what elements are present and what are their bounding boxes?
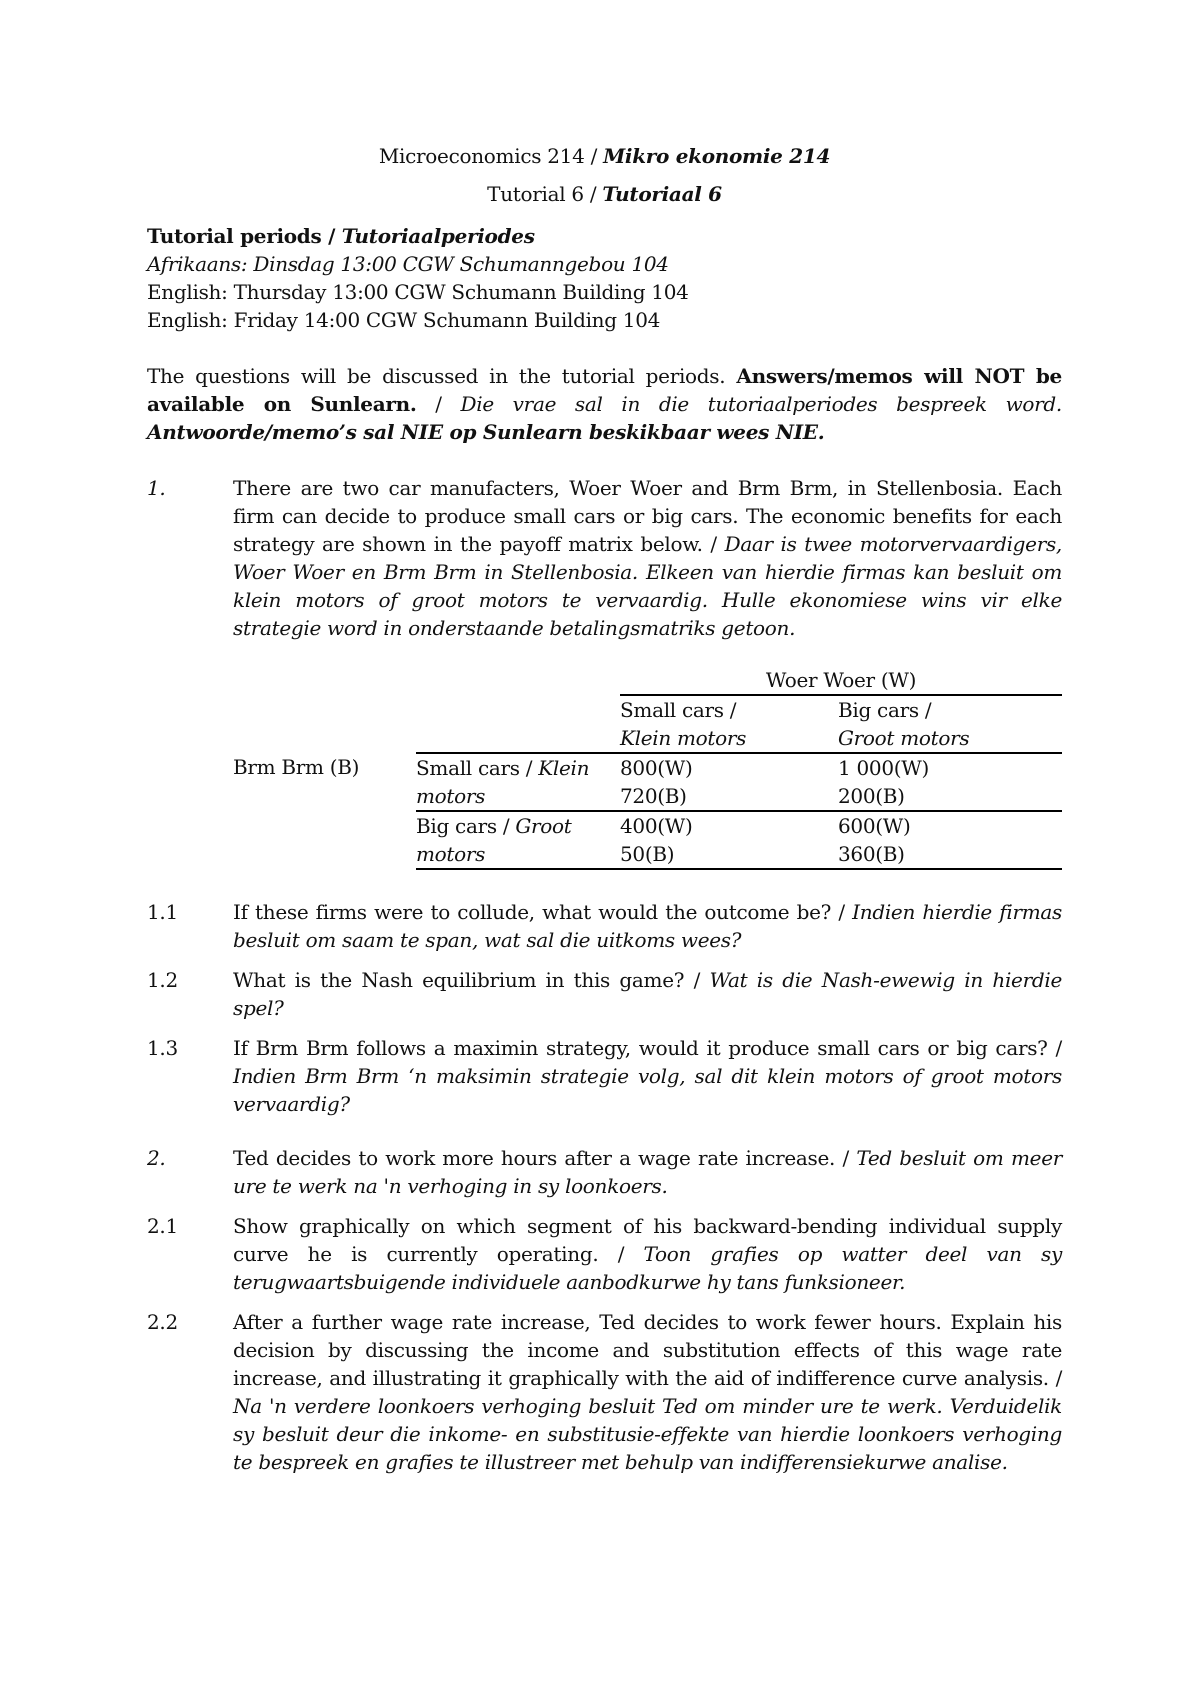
question-2 bbox=[147, 1144, 1062, 1200]
course-title bbox=[147, 142, 1062, 170]
strategy-label-af: motors bbox=[416, 784, 486, 808]
strategy-label-en: Small cars / bbox=[620, 698, 737, 722]
question-1-3 bbox=[147, 1034, 1062, 1118]
periods-heading bbox=[147, 222, 1062, 250]
period-line-af: Afrikaans: Dinsdag 13:00 CGW Schumanngebou 104 bbox=[147, 252, 669, 276]
question-separator: / bbox=[684, 968, 710, 992]
question-2-2 bbox=[147, 1308, 1062, 1476]
payoff-w: 1 000(W) bbox=[838, 756, 930, 780]
strategy-label-af: Groot bbox=[515, 814, 572, 838]
matrix-strategy-row bbox=[233, 695, 1062, 753]
question-1-2 bbox=[147, 966, 1062, 1022]
payoff-matrix bbox=[233, 666, 1062, 870]
payoff-b: 360(B) bbox=[838, 842, 905, 866]
notice-text-en: The questions will be discussed in the tutorial periods. bbox=[147, 364, 737, 388]
question-number: 2. bbox=[147, 1146, 166, 1170]
question-text-en: If Brm Brm follows a maximin strategy, would it produce small cars or big cars? bbox=[233, 1036, 1048, 1060]
row-strategy-big bbox=[416, 811, 620, 869]
question-text-en: There are two car manufacters, Woer Woer and Brm Brm, in Stellenbosia. Each firm can decide to produce small cars or big cars. The economic benefits for each strategy are shown in the payoff matrix below. bbox=[233, 476, 1062, 556]
question-1-1 bbox=[147, 898, 1062, 954]
payoff-b: 50(B) bbox=[620, 842, 675, 866]
question-text-af: Indien hierdie firmas besluit om saam te span, wat sal die uitkoms wees? bbox=[233, 900, 1062, 952]
notice-paragraph bbox=[147, 362, 1062, 446]
question-number: 2.2 bbox=[147, 1310, 178, 1334]
strategy-label-en: Big cars / bbox=[416, 814, 510, 838]
strategy-label-af: Groot motors bbox=[838, 726, 970, 750]
notice-bold-en: Answers/memos will NOT be available on Sunlearn. bbox=[147, 364, 1062, 416]
row-strategy-small bbox=[416, 753, 620, 811]
question-2-1 bbox=[147, 1212, 1062, 1296]
question-separator: / bbox=[702, 532, 725, 556]
strategy-label-af: Klein bbox=[538, 756, 590, 780]
question-1 bbox=[147, 474, 1062, 642]
heading-separator: / bbox=[321, 224, 342, 248]
payoff-w: 400(W) bbox=[620, 814, 693, 838]
question-separator: / bbox=[598, 1242, 644, 1266]
period-line-friday: English: Friday 14:00 CGW Schumann Building 104 bbox=[147, 308, 661, 332]
document-page bbox=[147, 142, 1062, 1476]
tutorial-title-af: Tutoriaal 6 bbox=[602, 182, 722, 206]
payoff-cell bbox=[838, 753, 1062, 811]
question-text-en: Show graphically on which segment of his backward-bending individual supply curve he is currently operating. bbox=[233, 1214, 1062, 1266]
question-separator: / bbox=[1047, 1036, 1062, 1060]
notice-separator: / bbox=[416, 392, 461, 416]
payoff-w: 600(W) bbox=[838, 814, 911, 838]
payoff-cell bbox=[838, 811, 1062, 869]
question-text-af: Na 'n verdere loonkoers verhoging besluit Ted om minder ure te werk. Verduidelik sy besluit deur die inkome- en substitusie-effekte van hierdie loonkoers verhoging te bespreek en grafies te illustreer met behulp van indifferensiekurwe analise. bbox=[233, 1394, 1062, 1474]
question-text-af: Ted besluit om meer ure te werk na 'n verhoging in sy loonkoers. bbox=[233, 1146, 1062, 1198]
title-separator: / bbox=[584, 144, 604, 168]
question-number: 2.1 bbox=[147, 1214, 178, 1238]
strategy-label-af: Klein motors bbox=[620, 726, 747, 750]
tutorial-title-en: Tutorial 6 bbox=[487, 182, 584, 206]
matrix-header-row bbox=[233, 666, 1062, 695]
notice-text-af: Die vrae sal in die tutoriaalperiodes bespreek word. bbox=[460, 392, 1062, 416]
row-player-label: Brm Brm (B) bbox=[233, 755, 360, 779]
question-separator: / bbox=[1048, 1366, 1063, 1390]
question-number: 1.2 bbox=[147, 968, 178, 992]
matrix-row-big bbox=[233, 811, 1062, 869]
strategy-label-en: Small cars / bbox=[416, 756, 533, 780]
column-strategy-big bbox=[838, 695, 1062, 753]
question-text-af: Daar is twee motorvervaardigers, Woer Woer en Brm Brm in Stellenbosia. Elkeen van hierdie firmas kan besluit om klein motors of groot motors te vervaardig. Hulle ekonomiese wins vir elke strategie word in onderstaande betalingsmatriks getoon. bbox=[233, 532, 1062, 640]
title-separator: / bbox=[583, 182, 603, 206]
tutorial-title bbox=[147, 180, 1062, 208]
periods-heading-en: Tutorial periods bbox=[147, 224, 322, 248]
column-strategy-small bbox=[620, 695, 838, 753]
course-title-af: Mikro ekonomie 214 bbox=[603, 144, 831, 168]
question-number: 1.3 bbox=[147, 1036, 178, 1060]
question-separator: / bbox=[835, 1146, 857, 1170]
question-text-en: What is the Nash equilibrium in this game? bbox=[233, 968, 685, 992]
matrix-row-small bbox=[233, 753, 1062, 811]
payoff-b: 200(B) bbox=[838, 784, 905, 808]
payoff-cell bbox=[620, 811, 838, 869]
question-text-af: Indien Brm Brm ‘n maksimin strategie volg, sal dit klein motors of groot motors vervaardig? bbox=[233, 1064, 1062, 1116]
strategy-label-af: motors bbox=[416, 842, 486, 866]
column-player-label: Woer Woer (W) bbox=[620, 666, 1062, 695]
question-text-en: Ted decides to work more hours after a wage rate increase. bbox=[233, 1146, 836, 1170]
question-text-en: After a further wage rate increase, Ted decides to work fewer hours. Explain his decision by discussing the income and substitution effects of this wage rate increase, and illustrating it graphically with the aid of indifference curve analysis. bbox=[233, 1310, 1062, 1390]
strategy-label-en: Big cars / bbox=[838, 698, 932, 722]
payoff-b: 720(B) bbox=[620, 784, 687, 808]
question-text-en: If these firms were to collude, what would the outcome be? bbox=[233, 900, 832, 924]
period-line-thursday: English: Thursday 13:00 CGW Schumann Building 104 bbox=[147, 280, 689, 304]
question-text-af: Toon grafies op watter deel van sy terugwaartsbuigende individuele aanbodkurwe hy tans funksioneer. bbox=[233, 1242, 1062, 1294]
notice-bold-af: Antwoorde/memo’s sal NIE op Sunlearn beskikbaar wees NIE. bbox=[147, 420, 825, 444]
periods-heading-af: Tutoriaalperiodes bbox=[341, 224, 535, 248]
question-text-af: Wat is die Nash-ewewig in hierdie spel? bbox=[233, 968, 1062, 1020]
question-separator: / bbox=[831, 900, 853, 924]
question-number: 1. bbox=[147, 476, 166, 500]
course-title-en: Microeconomics 214 bbox=[378, 144, 585, 168]
payoff-w: 800(W) bbox=[620, 756, 693, 780]
payoff-cell bbox=[620, 753, 838, 811]
question-number: 1.1 bbox=[147, 900, 178, 924]
